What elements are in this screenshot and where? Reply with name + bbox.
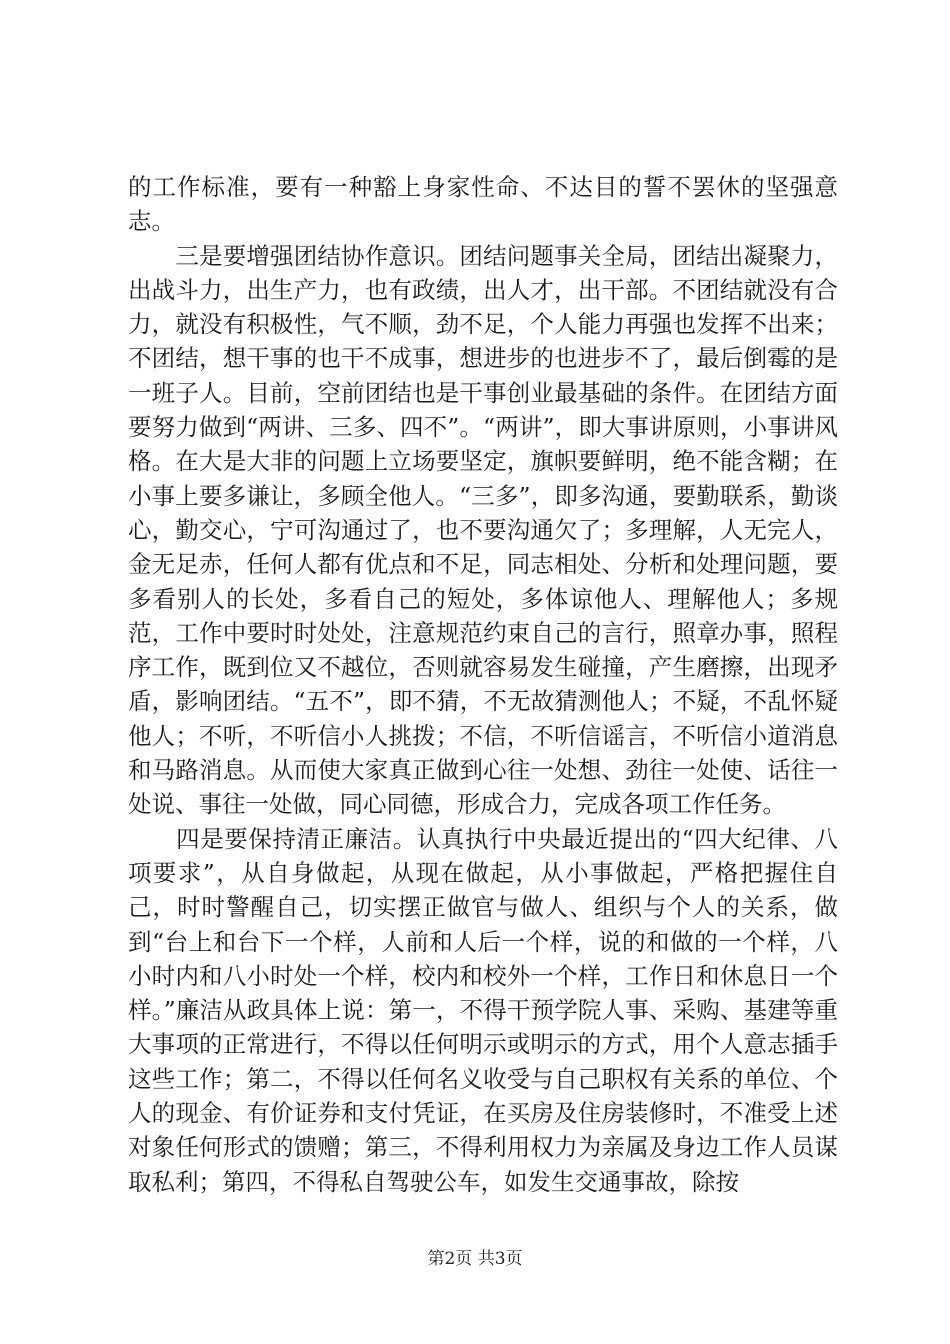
paragraph-integrity: 四是要保持清正廉洁。认真执行中央最近提出的“四大纪律、八项要求”，从自身做起，从现在做起，从小事做起，严格把握住自己，时时警醒自己，切实摆正做官与做人、组织与个人的关系，做到“台上和台下一个样，人前和人后一个样，说的和做的一个样，八小时内和八小时处一个样，校内和校外一个样，工作日和休息日一个样。”廉洁从政具体上说：第一，不得干预学院人事、采购、基建等重大事项的正常进行，不得以任何明示或明示的方式，用个人意志插手这些工作；第二，不得以任何名义收受与自己职权有关系的单位、个人的现金、有价证券和支付凭证，在买房及住房装修时，不准受上述对象任何形式的馈赠；第三，不得利用权力为亲属及身边工作人员谋取私利；第四，不得私自驾驶公车，如发生交通事故，除按 (128, 824, 838, 1196)
paragraph-unity: 三是要增强团结协作意识。团结问题事关全局，团结出凝聚力，出战斗力，出生产力，也有政绩，出人才，出干部。不团结就没有合力，就没有积极性，气不顺，劲不足，个人能力再强也发挥不出来；不团结，想干事的也干不成事，想进步的也进步不了，最后倒霉的是一班子人。目前，空前团结也是干事创业最基础的条件。在团结方面要努力做到“两讲、三多、四不”。“两讲”，即大事讲原则，小事讲风格。在大是大非的问题上立场要坚定，旗帜要鲜明，绝不能含糊；在小事上要多谦让，多顾全他人。“三多”，即多沟通，要勤联系，勤谈心，勤交心，宁可沟通过了，也不要沟通欠了；多理解，人无完人，金无足赤，任何人都有优点和不足，同志相处、分析和处理问题，要多看别人的长处，多看自己的短处，多体谅他人、理解他人；多规范，工作中要时时处处，注意规范约束自己的言行，照章办事，照程序工作，既到位又不越位，否则就容易发生碰撞，产生磨擦，出现矛盾，影响团结。“五不”，即不猜，不无故猜测他人；不疑，不乱怀疑他人；不听，不听信小人挑拨；不信，不听信谣言，不听信小道消息和马路消息。从而使大家真正做到心往一处想、劲往一处使、话往一处说、事往一处做，同心同德，形成合力，完成各项工作任务。 (128, 241, 838, 819)
page-footer: 第2页 共3页 (427, 1249, 523, 1269)
paragraph-continuation: 的工作标准，要有一种豁上身家性命、不达目的誓不罢休的坚强意志。 (128, 173, 838, 236)
body-text (128, 170, 838, 1199)
